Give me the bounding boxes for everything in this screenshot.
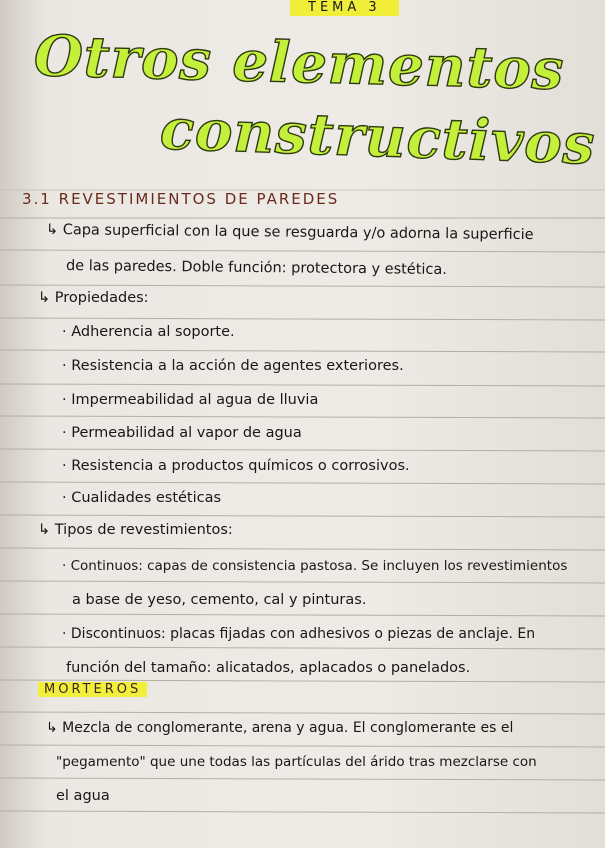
text-line: · Impermeabilidad al agua de lluvia bbox=[62, 392, 319, 408]
text-line: ↳ Capa superficial con la que se resguarda y/o adorna la superficie bbox=[45, 222, 534, 244]
text-line: · Permeabilidad al vapor de agua bbox=[62, 425, 302, 441]
text-line: · Resistencia a la acción de agentes exteriores. bbox=[62, 358, 404, 374]
text-line: · Discontinuos: placas fijadas con adhesivos o piezas de anclaje. En bbox=[62, 626, 536, 642]
section-heading bbox=[22, 190, 339, 208]
section-heading-morteros bbox=[38, 682, 147, 697]
page-title-line1: Otros elementos bbox=[33, 23, 566, 103]
text-line: ↳ Propiedades: bbox=[38, 290, 149, 306]
text-line: el agua bbox=[56, 788, 110, 804]
text-line: · Cualidades estéticas bbox=[62, 490, 222, 506]
header-tab: TEMA 3 bbox=[290, 0, 399, 16]
section-title: REVESTIMIENTOS DE PAREDES bbox=[58, 190, 340, 208]
text-line: ↳ Tipos de revestimientos: bbox=[38, 522, 233, 538]
section-number: 3.1 bbox=[22, 190, 52, 208]
page-title-line2: constructivos bbox=[158, 96, 597, 178]
text-line: · Continuos: capas de consistencia pastosa. Se incluyen los revestimientos bbox=[62, 558, 568, 574]
text-line: de las paredes. Doble función: protectora y estética. bbox=[65, 258, 448, 278]
text-line: ↳ Mezcla de conglomerante, arena y agua. El conglomerante es el bbox=[46, 720, 514, 736]
text-line: a base de yeso, cemento, cal y pinturas. bbox=[72, 592, 367, 608]
text-line: · Resistencia a productos químicos o corrosivos. bbox=[62, 458, 410, 474]
section-title: MORTEROS bbox=[38, 682, 147, 697]
text-line: · Adherencia al soporte. bbox=[62, 324, 235, 340]
text-line: "pegamento" que une todas las partículas del árido tras mezclarse con bbox=[56, 754, 537, 770]
text-line: función del tamaño: alicatados, aplacados o panelados. bbox=[66, 660, 471, 676]
